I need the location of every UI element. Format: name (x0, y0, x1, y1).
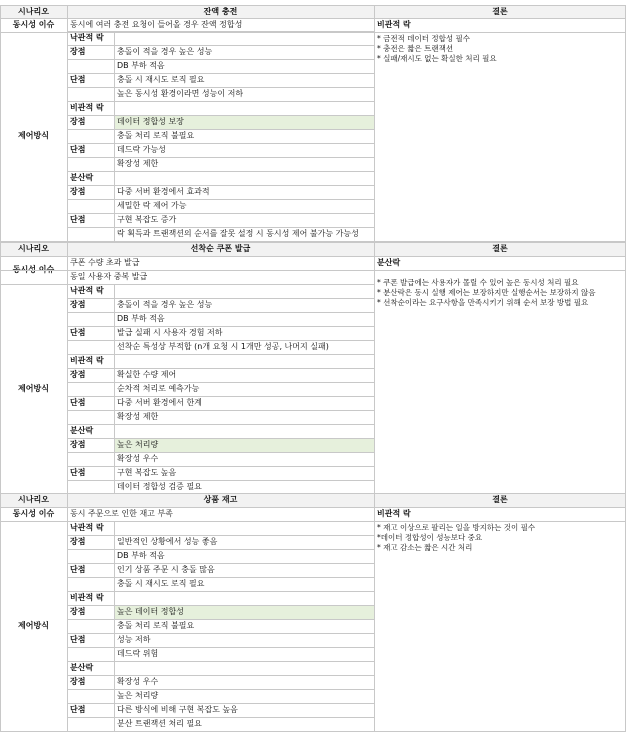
grid-line-v (114, 521, 115, 731)
result-header: 결론 (492, 6, 508, 16)
lock-type-label: 비관적 락 (70, 356, 104, 365)
result-note: * 금전적 데이터 정합성 필수 (377, 34, 470, 43)
grid-line-h (0, 507, 626, 508)
issue-text: 동시 주문으로 인한 재고 부족 (70, 509, 173, 518)
pros-cons-label: 장점 (70, 440, 86, 449)
issue-text: 동시에 여러 충전 요청이 들어올 경우 잔액 정합성 (70, 19, 243, 29)
scenario-header: 시나리오 (18, 495, 49, 504)
detail-text: 데드락 가능성 (117, 145, 166, 154)
lock-type-label: 낙관적 락 (70, 33, 104, 42)
grid-line-v (67, 493, 68, 731)
grid-line-v (0, 493, 1, 731)
grid-line-v (114, 284, 115, 494)
lock-type-label: 분산락 (70, 173, 94, 182)
lock-type-label: 낙관적 락 (70, 286, 104, 295)
result-note: * 실패/재시도 없는 확실한 처리 필요 (377, 54, 497, 63)
result-note: *데이터 정합성이 성능보다 중요 (377, 533, 483, 542)
grid-line-v (374, 5, 375, 241)
result-note: * 재고 이상으로 팔리는 일을 방지하는 것이 필수 (377, 523, 536, 532)
detail-text: DB 부하 적음 (117, 551, 165, 560)
detail-text: 높은 동시성 환경이라면 성능이 저하 (117, 89, 244, 98)
detail-text: 충돌 처리 로직 불필요 (117, 621, 195, 630)
issue-text: 동일 사용자 중복 발급 (70, 272, 148, 281)
detail-text: DB 부하 적음 (117, 61, 165, 70)
detail-text: 충돌이 적을 경우 높은 성능 (117, 300, 213, 309)
grid-line-v (0, 5, 1, 241)
grid-line-h (374, 270, 626, 271)
grid-line-h (0, 270, 374, 271)
detail-text: 데드락 위험 (117, 649, 159, 658)
result-note: * 쿠폰 발급에는 사용자가 몰릴 수 있어 높은 동시성 처리 필요 (377, 278, 579, 287)
pros-cons-label: 단점 (70, 215, 86, 224)
detail-text: 성능 저하 (117, 635, 151, 644)
detail-text: 순차적 처리로 예측가능 (117, 384, 200, 393)
scenario-header: 시나리오 (18, 244, 49, 253)
detail-text: 분산 트랜잭션 처리 필요 (117, 719, 202, 728)
pros-cons-label: 단점 (70, 565, 86, 574)
detail-text: 확장성 제한 (117, 159, 159, 168)
detail-text: 구현 복잡도 증가 (117, 215, 177, 224)
result-note: * 선착순이라는 요구사항을 만족시키기 위해 순서 보장 방법 필요 (377, 298, 589, 307)
detail-text: 다중 서버 환경에서 효과적 (117, 187, 210, 196)
grid-line-v (67, 5, 68, 241)
detail-text: 인기 상품 주문 시 충돌 많음 (117, 565, 215, 574)
detail-text: 데이터 정합성 보장 (117, 117, 184, 126)
detail-text: 충돌이 적을 경우 높은 성능 (117, 47, 213, 56)
grid-line-h (0, 18, 626, 19)
pros-cons-label: 단점 (70, 635, 86, 644)
grid-line-v (114, 31, 115, 241)
pros-cons-label: 장점 (70, 677, 86, 686)
control-method-label: 제어방식 (18, 131, 49, 140)
detail-text: 확실한 수량 제어 (117, 370, 177, 379)
detail-text: 세밀한 락 제어 가능 (117, 201, 187, 210)
result-title: 비관적 락 (377, 509, 411, 518)
pros-cons-label: 장점 (70, 117, 86, 126)
detail-text: 구현 복잡도 높음 (117, 468, 177, 477)
detail-text: 발급 실패 시 사용자 경험 저하 (117, 328, 223, 337)
pros-cons-label: 장점 (70, 187, 86, 196)
grid-line-h (374, 32, 626, 33)
result-title: 비관적 락 (377, 20, 411, 29)
issue-label: 동시성 이슈 (12, 19, 55, 29)
grid-line-h (0, 32, 374, 33)
pros-cons-label: 장점 (70, 300, 86, 309)
result-note: * 분산락은 동시 실행 제어는 보장하지만 실행순서는 보장하지 않음 (377, 288, 596, 297)
detail-text: 확장성 우수 (117, 677, 159, 686)
grid-line-h (0, 493, 626, 494)
detail-text: 확장성 우수 (117, 454, 159, 463)
pros-cons-label: 장점 (70, 47, 86, 56)
scenario-title: 잔액 충전 (203, 6, 238, 16)
scenario-title: 상품 재고 (203, 495, 238, 504)
lock-type-label: 분산락 (70, 426, 94, 435)
pros-cons-label: 단점 (70, 468, 86, 477)
pros-cons-label: 단점 (70, 145, 86, 154)
grid-line-v (67, 242, 68, 494)
control-method-label: 제어방식 (18, 384, 49, 393)
grid-line-v (0, 242, 1, 494)
detail-text: DB 부하 적음 (117, 314, 165, 323)
grid-line-h (0, 731, 626, 732)
lock-type-label: 분산락 (70, 663, 94, 672)
scenario-title: 선착순 쿠폰 발급 (190, 244, 251, 253)
result-header: 결론 (492, 244, 508, 253)
detail-text: 다른 방식에 비해 구현 복잡도 높음 (117, 705, 238, 714)
pros-cons-label: 단점 (70, 328, 86, 337)
issue-label: 동시성 이슈 (12, 509, 55, 518)
detail-text: 충돌 시 재시도 로직 필요 (117, 579, 205, 588)
pros-cons-label: 장점 (70, 607, 86, 616)
issue-text: 쿠폰 수량 초과 발급 (70, 258, 140, 267)
detail-text: 확장성 제한 (117, 412, 159, 421)
pros-cons-label: 단점 (70, 75, 86, 84)
pros-cons-label: 장점 (70, 537, 86, 546)
detail-text: 충돌 시 재시도 로직 필요 (117, 75, 205, 84)
pros-cons-label: 장점 (70, 370, 86, 379)
detail-text: 일반적인 상황에서 성능 좋음 (117, 537, 218, 546)
lock-type-label: 낙관적 락 (70, 523, 104, 532)
result-title: 분산락 (377, 258, 401, 267)
grid-line-h (0, 242, 626, 243)
detail-text: 선착순 특성상 부적합 (n개 요청 시 1개만 성공, 나머지 실패) (117, 342, 329, 351)
detail-text: 락 획득과 트랜잭션의 순서를 잘못 설정 시 동시성 제어 불가능 가능성 (117, 229, 359, 238)
lock-type-label: 비관적 락 (70, 103, 104, 112)
detail-text: 데이터 정합성 검증 필요 (117, 482, 202, 491)
grid-line-h (374, 521, 626, 522)
grid-line-h (0, 256, 626, 257)
grid-line-h (0, 5, 626, 6)
detail-text: 충돌 처리 로직 불필요 (117, 131, 195, 140)
pros-cons-label: 단점 (70, 705, 86, 714)
result-note: * 충전은 짧은 트랜잭션 (377, 44, 454, 53)
scenario-header: 시나리오 (18, 6, 49, 16)
pros-cons-label: 단점 (70, 398, 86, 407)
detail-text: 높은 처리량 (117, 440, 159, 449)
detail-text: 높은 처리량 (117, 691, 159, 700)
detail-text: 다중 서버 환경에서 한계 (117, 398, 202, 407)
detail-text: 높은 데이터 정합성 (117, 607, 184, 616)
control-method-label: 제어방식 (18, 621, 49, 630)
grid-line-v (374, 242, 375, 494)
result-note: * 재고 감소는 짧은 시간 처리 (377, 543, 473, 552)
grid-line-v (374, 493, 375, 731)
result-header: 결론 (492, 495, 508, 504)
lock-type-label: 비관적 락 (70, 593, 104, 602)
